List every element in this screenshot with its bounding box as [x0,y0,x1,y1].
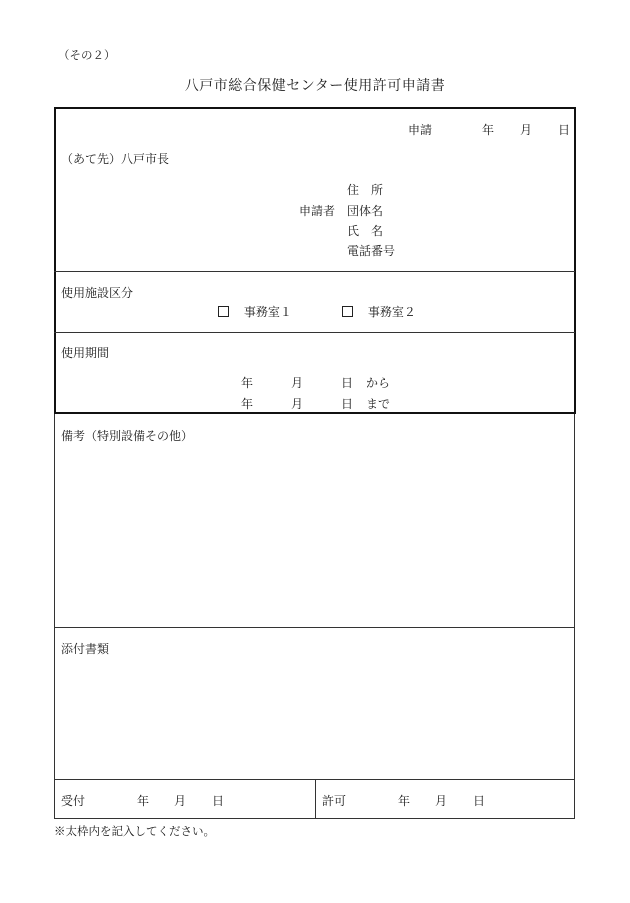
application-year-label: 年 [482,123,495,137]
permitted-day: 日 [473,794,486,808]
divider-footer-split [315,779,316,819]
period-to-month: 月 [291,397,304,411]
office-1-checkbox[interactable] [218,306,229,317]
period-heading: 使用期間 [61,346,110,360]
facility-heading: 使用施設区分 [61,286,134,300]
office-1-label: 事務室１ [243,305,292,319]
received-day: 日 [212,794,225,808]
period-to-day: 日 [341,397,354,411]
remarks-heading: 備考（特別設備その他） [61,429,194,443]
received-label: 受付 [61,794,86,808]
office-1-option[interactable] [218,306,292,318]
organization-field-label: 団体名 [347,204,384,218]
form-title: 八戸市総合保健センター使用許可申請書 [184,78,446,94]
period-to-year: 年 [241,397,254,411]
period-to-suffix: まで [366,397,391,411]
application-month-label: 月 [520,123,533,137]
permitted-year: 年 [398,794,411,808]
period-from-suffix: から [366,376,391,390]
application-date-label: 申請 [408,123,433,137]
period-from-month: 月 [291,376,304,390]
footnote: ※太枠内を記入してください。 [54,824,215,838]
page-label: （その２） [58,48,116,62]
divider-facility-period [54,332,575,333]
divider-applicant-facility [54,271,575,272]
received-year: 年 [137,794,150,808]
application-day-label: 日 [558,123,571,137]
period-from-day: 日 [341,376,354,390]
permitted-month: 月 [435,794,448,808]
address-field-label: 住 所 [347,183,384,197]
name-field-label: 氏 名 [347,224,384,238]
period-from-year: 年 [241,376,254,390]
received-month: 月 [174,794,187,808]
attachments-heading: 添付書類 [61,642,110,656]
addressee: （あて先）八戸市長 [61,152,170,166]
permitted-label: 許可 [322,794,347,808]
applicant-label: 申請者 [299,204,336,218]
office-2-option[interactable] [342,306,416,318]
office-2-checkbox[interactable] [342,306,353,317]
phone-field-label: 電話番号 [347,244,396,258]
office-2-label: 事務室２ [367,305,416,319]
divider-remarks-attachments [54,627,575,628]
